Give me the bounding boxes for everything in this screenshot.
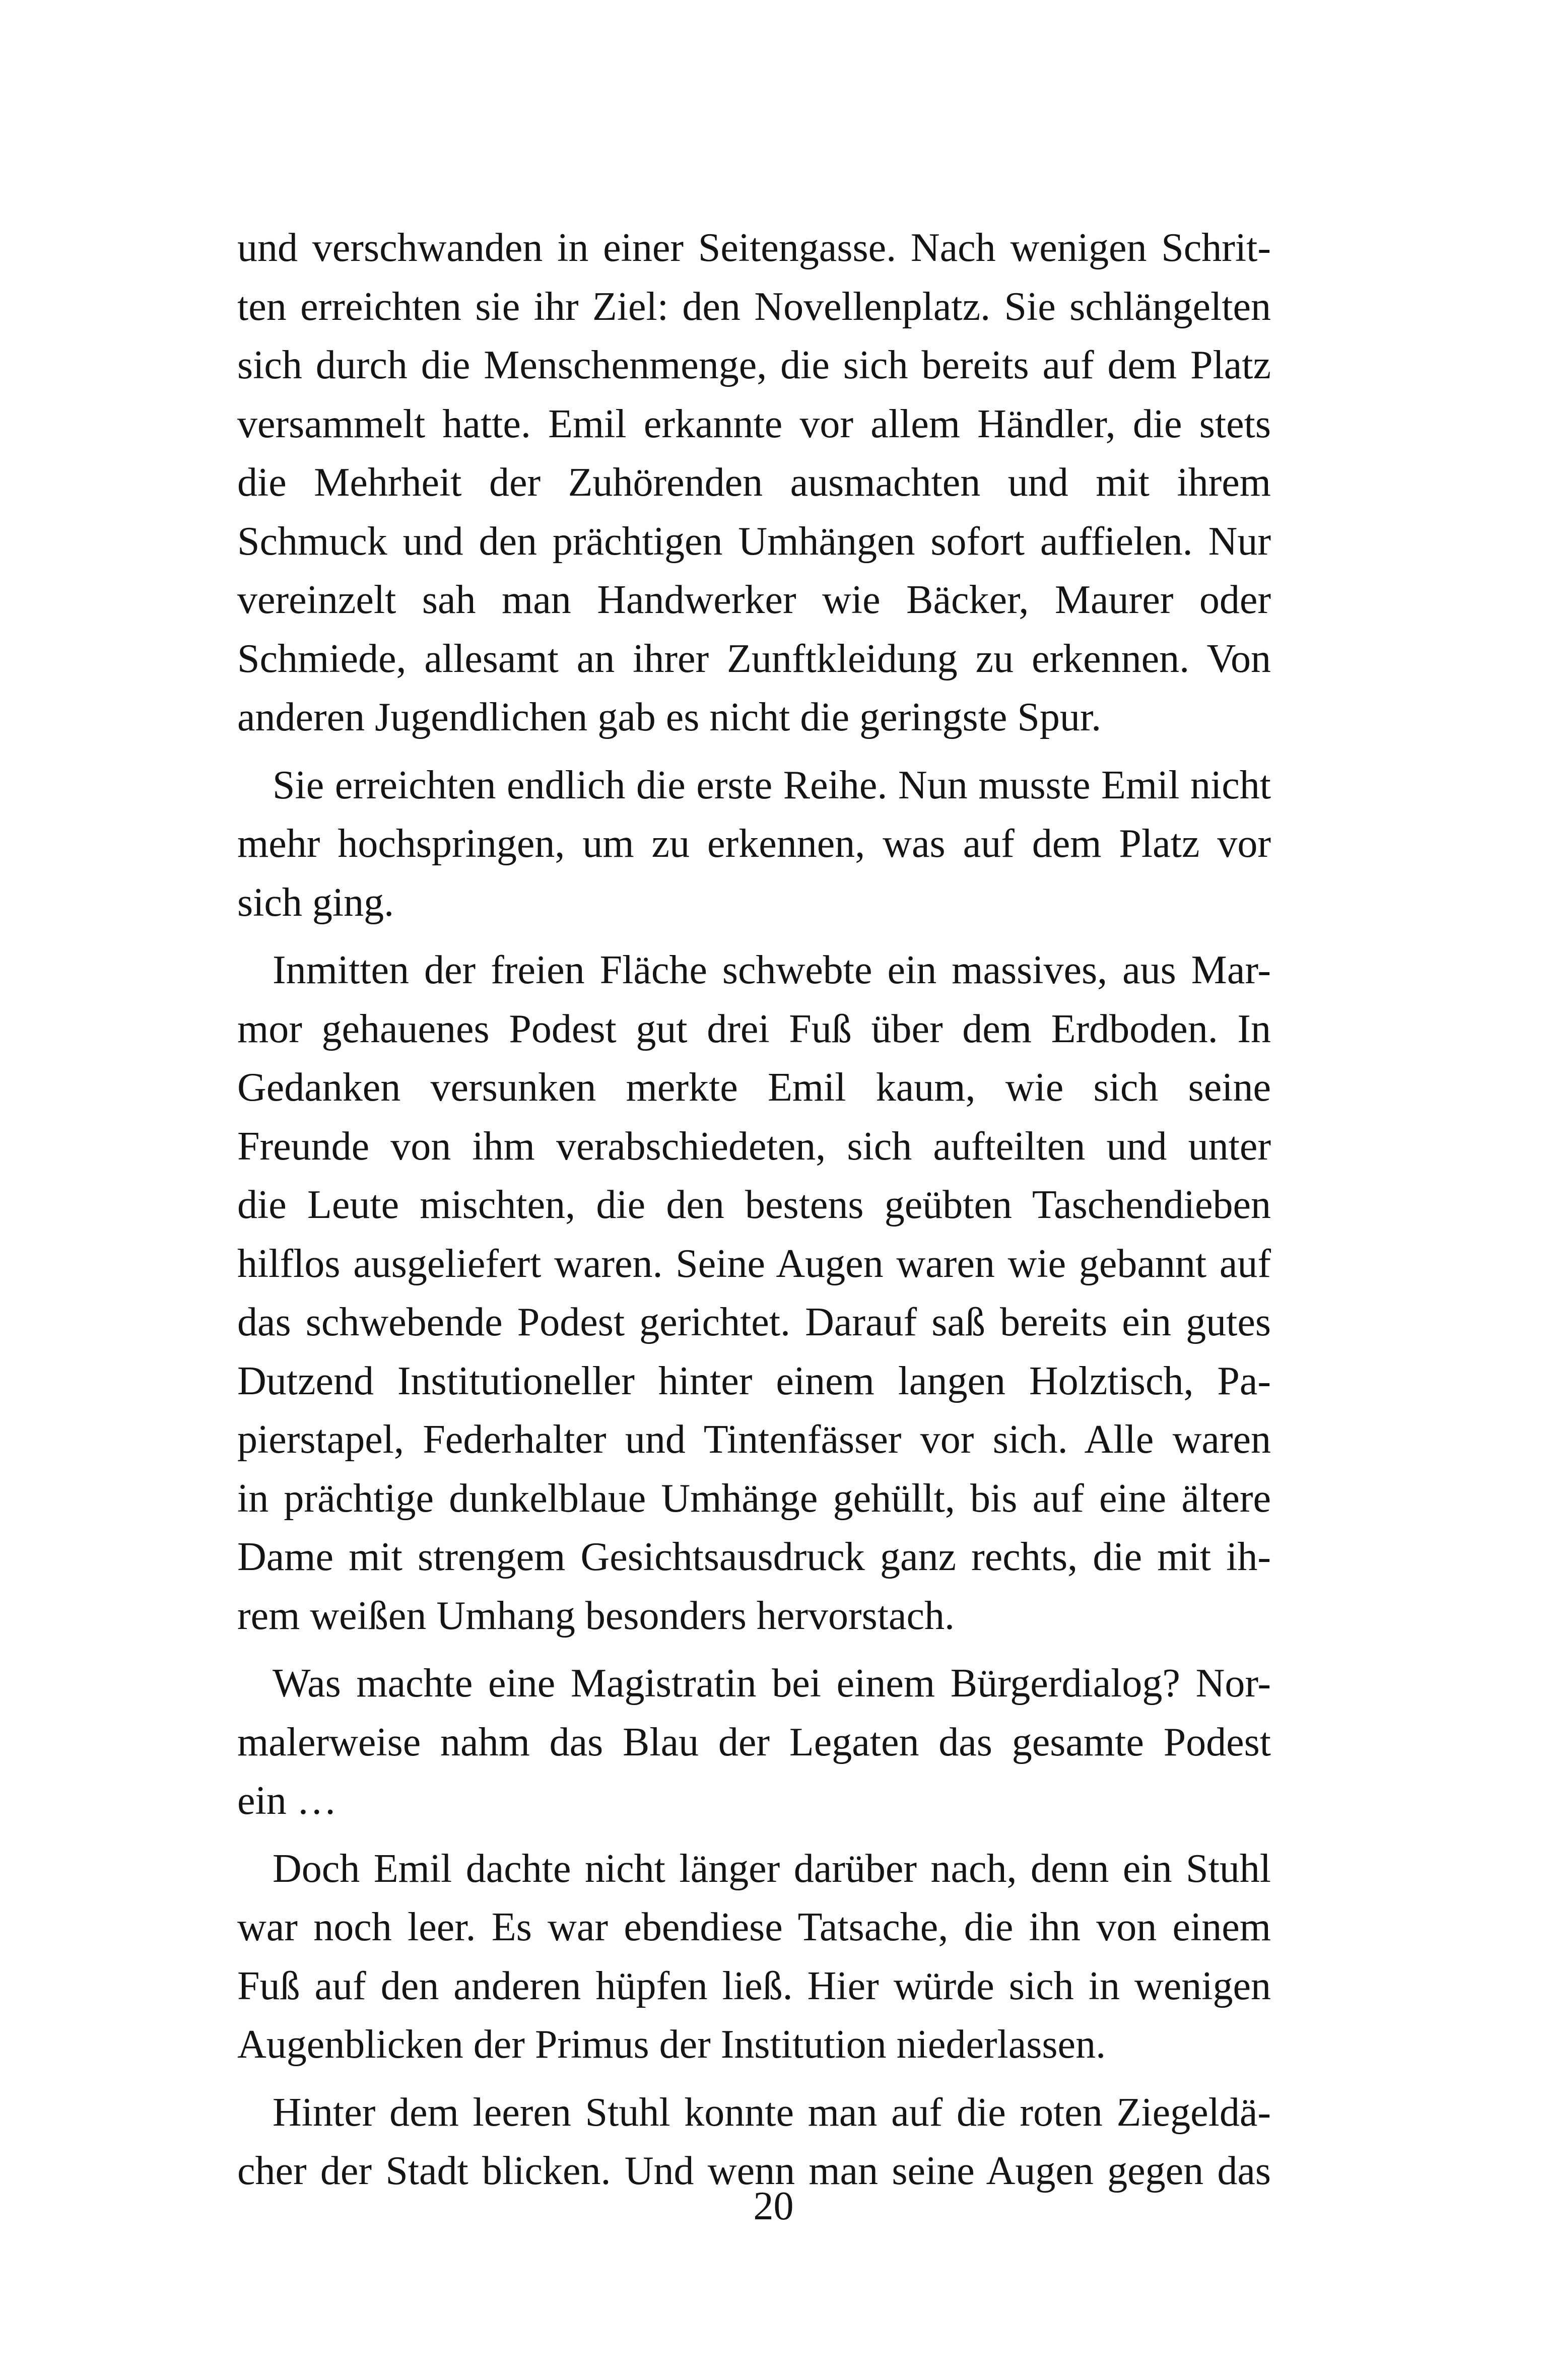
text-line: pierstapel, Federhalter und Tintenfässer vor sich. Alle waren xyxy=(237,1417,1271,1462)
text-line: das schwebende Podest gerichtet. Darauf saß bereits ein gutes xyxy=(237,1300,1271,1344)
text-line: Was machte eine Magistratin bei einem Bürgerdialog? Nor- xyxy=(273,1661,1271,1706)
text-line: Sie erreichten endlich die erste Reihe. Nun musste Emil nicht xyxy=(273,763,1271,807)
text-line: sich durch die Menschenmenge, die sich bereits auf dem Platz xyxy=(237,343,1271,387)
text-line: ein … xyxy=(237,1779,337,1823)
text-line: die Mehrheit der Zuhörenden ausmachten und mit ihrem xyxy=(237,460,1271,505)
text-line: Dame mit strengem Gesichtsausdruck ganz rechts, die mit ih- xyxy=(237,1535,1271,1579)
paragraph xyxy=(237,219,1271,747)
text-line: malerweise nahm das Blau der Legaten das gesamte Podest xyxy=(237,1720,1271,1764)
text-line: mor gehauenes Podest gut drei Fuß über dem Erdboden. In xyxy=(237,1006,1271,1051)
text-line: Gedanken versunken merkte Emil kaum, wie sich seine xyxy=(237,1065,1271,1110)
text-line: anderen Jugendlichen gab es nicht die geringste Spur. xyxy=(237,695,1102,739)
text-line: Dutzend Institutioneller hinter einem langen Holztisch, Pa- xyxy=(237,1358,1271,1403)
text-line: Augenblicken der Primus der Institution niederlassen. xyxy=(237,2022,1106,2067)
text-line: cher der Stadt blicken. Und wenn man seine Augen gegen das xyxy=(237,2149,1271,2193)
text-line: rem weißen Umhang besonders hervorstach. xyxy=(237,1593,955,1638)
body-text xyxy=(237,219,1271,2210)
text-line: sich ging. xyxy=(237,880,394,925)
text-line: in prächtige dunkelblaue Umhänge gehüllt, bis auf eine ältere xyxy=(237,1476,1271,1521)
text-line: Hinter dem leeren Stuhl konnte man auf die roten Ziegeldä- xyxy=(273,2090,1271,2135)
text-line: Doch Emil dachte nicht länger darüber nach, denn ein Stuhl xyxy=(273,1846,1271,1891)
text-line: die Leute mischten, die den bestens geübten Taschendieben xyxy=(237,1183,1271,1227)
text-line: Schmuck und den prächtigen Umhängen sofort auffielen. Nur xyxy=(237,519,1271,564)
text-line: vereinzelt sah man Handwerker wie Bäcker, Maurer oder xyxy=(237,578,1271,622)
text-line: war noch leer. Es war ebendiese Tatsache, die ihn von einem xyxy=(237,1905,1271,1949)
text-line: Schmiede, allesamt an ihrer Zunftkleidung zu erkennen. Von xyxy=(237,636,1271,681)
paragraph xyxy=(237,1840,1271,2074)
paragraph xyxy=(237,941,1271,1645)
text-line: mehr hochspringen, um zu erkennen, was auf dem Platz vor xyxy=(237,822,1271,866)
text-line: hilflos ausgeliefert waren. Seine Augen waren wie gebannt auf xyxy=(237,1241,1271,1286)
paragraph xyxy=(237,756,1271,932)
page-number: 20 xyxy=(753,2184,794,2228)
text-line: ten erreichten sie ihr Ziel: den Novellenplatz. Sie schlängelten xyxy=(237,284,1271,329)
text-line: Inmitten der freien Fläche schwebte ein massives, aus Mar- xyxy=(273,948,1271,992)
paragraph xyxy=(237,1654,1271,1830)
text-line: und verschwanden in einer Seitengasse. Nach wenigen Schrit- xyxy=(237,226,1271,270)
text-line: versammelt hatte. Emil erkannte vor allem Händler, die stets xyxy=(237,401,1271,446)
text-line: Fuß auf den anderen hüpfen ließ. Hier würde sich in wenigen xyxy=(237,1963,1271,2008)
text-line: Freunde von ihm verabschiedeten, sich aufteilten und unter xyxy=(237,1124,1271,1169)
